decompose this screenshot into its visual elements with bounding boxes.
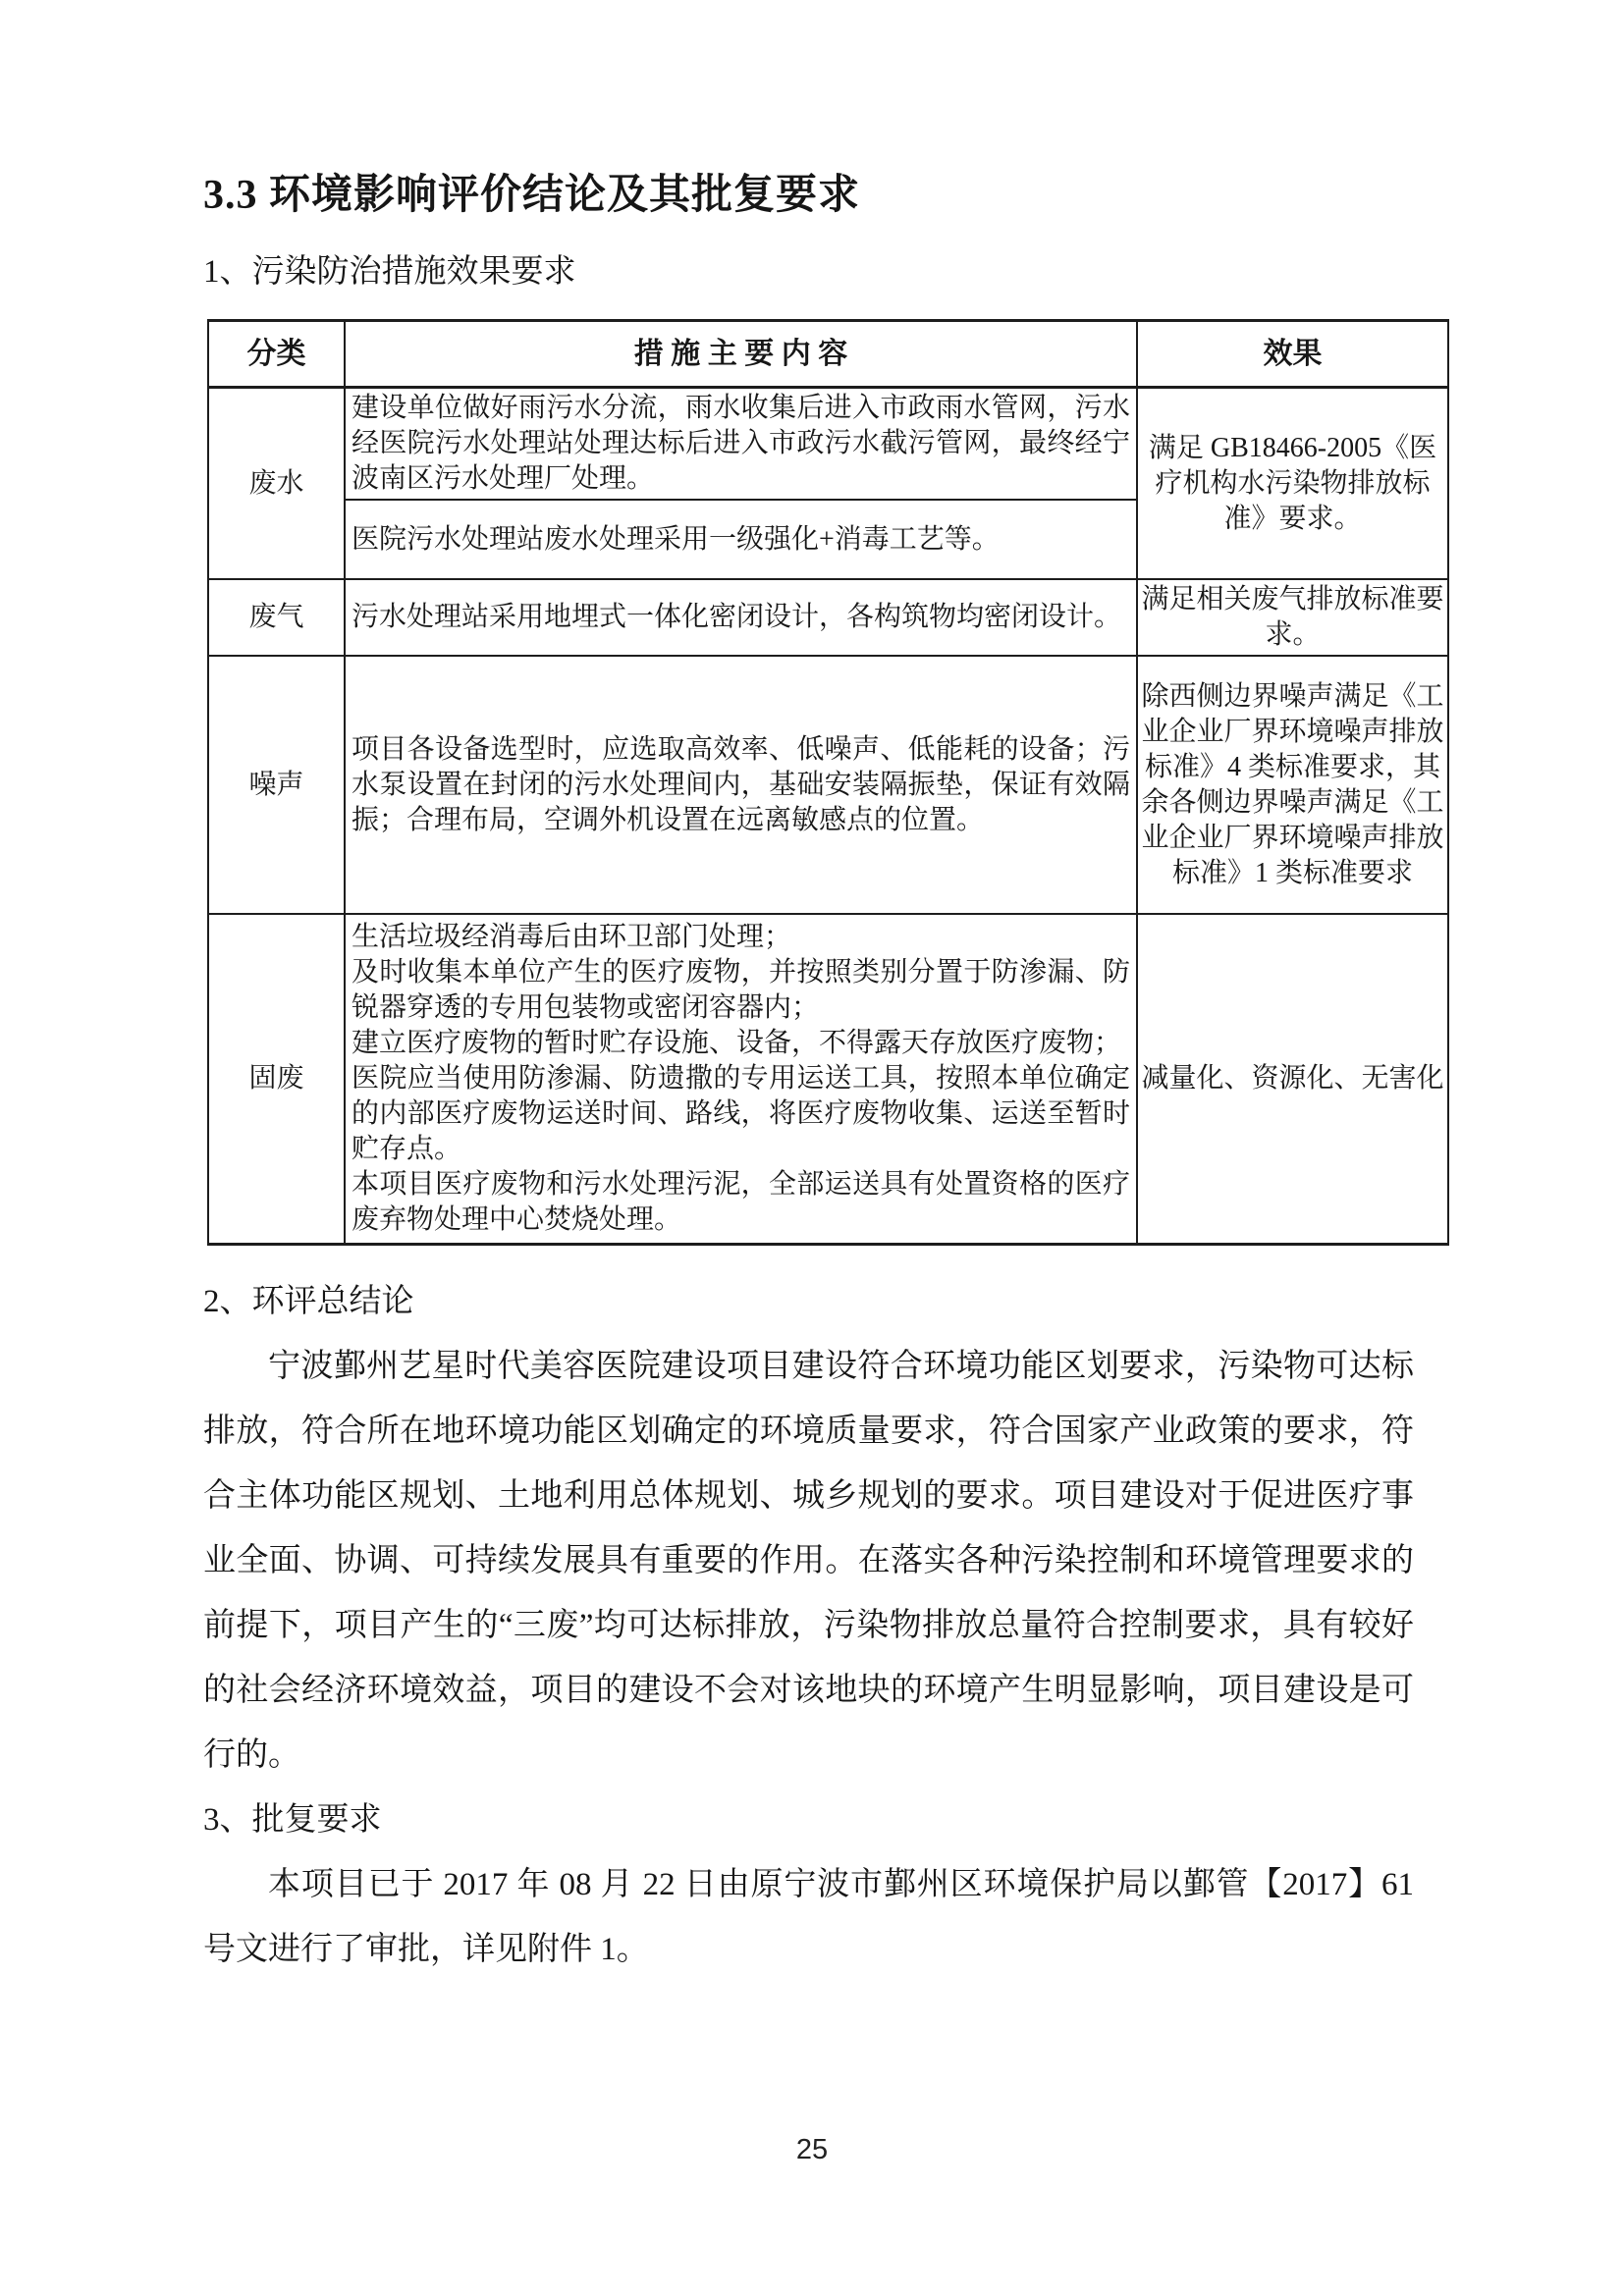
page-number: 25 — [795, 2134, 829, 2165]
table-row-waste-gas — [208, 579, 1448, 656]
cell-solid-waste-effect: 减量化、资源化、无害化 — [1137, 914, 1448, 1244]
list-item-3-label: 3、批复要求 — [203, 1801, 382, 1838]
table-header-row — [208, 321, 1448, 388]
solid-waste-measure-line: 医院应当使用防渗漏、防遗撒的专用运送工具，按照本单位确定的内部医疗废物运送时间、路线，将医疗废物收集、运送至暂时贮存点。 — [352, 1063, 1130, 1165]
page-content — [203, 0, 1443, 1982]
solid-waste-measure-line: 生活垃圾经消毒后由环卫部门处理； — [352, 922, 792, 953]
header-effect: 效果 — [1137, 321, 1448, 388]
list-item-2-label: 2、环评总结论 — [203, 1283, 414, 1319]
solid-waste-measure-line: 建立医疗废物的暂时贮存设施、设备，不得露天存放医疗废物； — [352, 1028, 1122, 1059]
section-heading: 3.3 环境影响评价结论及其批复要求 — [203, 173, 861, 218]
cell-noise-measure: 项目各设备选型时，应选取高效率、低噪声、低能耗的设备；污水泵设置在封闭的污水处理间内，基础安装隔振垫，保证有效隔振；合理布局，空调外机设置在远离敏感点的位置。 — [345, 656, 1137, 914]
cell-wastewater-measure-1: 建设单位做好雨污水分流，雨水收集后进入市政雨水管网，污水经医院污水处理站处理达标后进入市政污水截污管网，最终经宁波南区污水处理厂处理。 — [345, 388, 1137, 501]
header-category: 分类 — [208, 321, 345, 388]
cell-waste-gas-category: 废气 — [208, 579, 345, 656]
cell-solid-waste-category: 固废 — [208, 914, 345, 1244]
list-item-1-label: 1、污染防治措施效果要求 — [203, 254, 576, 291]
cell-noise-category: 噪声 — [208, 656, 345, 914]
solid-waste-measure-line: 及时收集本单位产生的医疗废物，并按照类别分置于防渗漏、防锐器穿透的专用包装物或密闭容器内； — [352, 957, 1130, 1024]
table-row-noise — [208, 656, 1448, 914]
cell-waste-gas-effect: 满足相关废气排放标准要求。 — [1137, 579, 1448, 656]
solid-waste-measure-line: 本项目医疗废物和污水处理污泥，全部运送具有处置资格的医疗废弃物处理中心焚烧处理。 — [352, 1169, 1130, 1236]
cell-wastewater-category: 废水 — [208, 388, 345, 580]
cell-wastewater-measure-2: 医院污水处理站废水处理采用一级强化+消毒工艺等。 — [345, 500, 1137, 579]
pollution-measures-table — [207, 319, 1449, 1246]
header-measures: 措 施 主 要 内 容 — [345, 321, 1137, 388]
cell-waste-gas-measure: 污水处理站采用地埋式一体化密闭设计，各构筑物均密闭设计。 — [345, 579, 1137, 656]
table-row-solid-waste — [208, 914, 1448, 1244]
eia-conclusion-paragraph: 宁波鄞州艺星时代美容医院建设项目建设符合环境功能区划要求，污染物可达标排放，符合所在地环境功能区划确定的环境质量要求，符合国家产业政策的要求，符合主体功能区规划、土地利用总体规划、城乡规划的要求。项目建设对于促进医疗事业全面、协调、可持续发展具有重要的作用。在落实各种污染控制和环境管理要求的前提下，项目产生的“三废”均可达标排放，污染物排放总量符合控制要求，具有较好的社会经济环境效益，项目的建设不会对该地块的环境产生明显影响，项目建设是可行的。 — [203, 1348, 1414, 1773]
approval-paragraph: 本项目已于 2017 年 08 月 22 日由原宁波市鄞州区环境保护局以鄞管【2017】61 号文进行了审批，详见附件 1。 — [203, 1866, 1414, 1967]
table-row-wastewater-1 — [208, 388, 1448, 501]
cell-solid-waste-measure — [345, 914, 1137, 1244]
cell-wastewater-effect: 满足 GB18466-2005《医疗机构水污染物排放标准》要求。 — [1137, 388, 1448, 580]
cell-noise-effect: 除西侧边界噪声满足《工业企业厂界环境噪声排放标准》4 类标准要求，其余各侧边界噪声满足《工业企业厂界环境噪声排放标准》1 类标准要求 — [1137, 656, 1448, 914]
